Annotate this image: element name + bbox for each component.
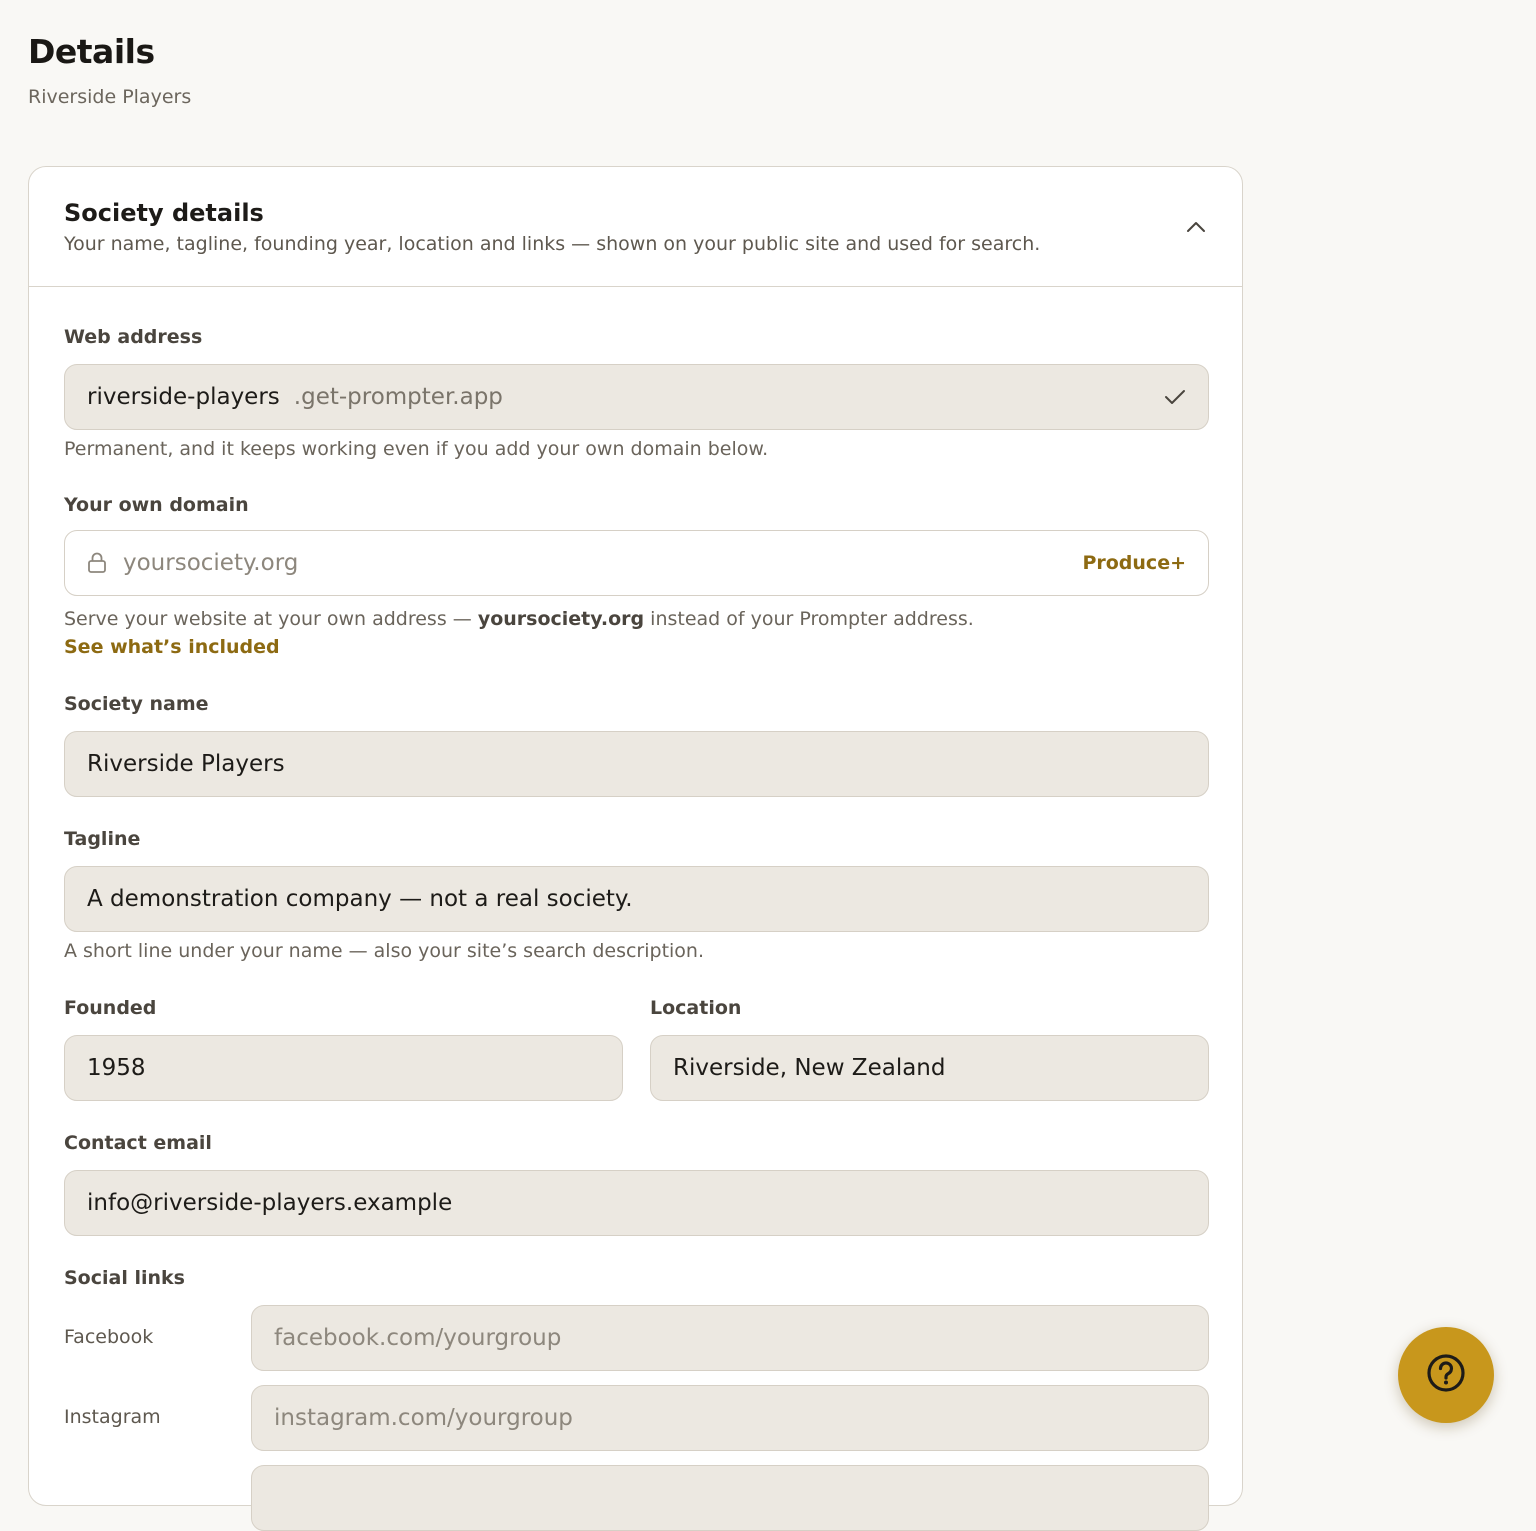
chevron-up-icon xyxy=(1186,218,1206,237)
next-social-input[interactable] xyxy=(251,1465,1209,1531)
own-domain-label: Your own domain xyxy=(64,494,249,516)
web-address-field[interactable] xyxy=(64,364,1209,430)
society-name-value: Riverside Players xyxy=(87,751,285,777)
own-domain-field[interactable] xyxy=(64,530,1209,596)
help-button[interactable] xyxy=(1398,1327,1494,1423)
own-domain-placeholder: yoursociety.org xyxy=(123,550,299,576)
society-name-label: Society name xyxy=(64,693,209,715)
own-domain-help-domain: yoursociety.org xyxy=(477,608,645,630)
location-label: Location xyxy=(650,997,742,1019)
card-description: Your name, tagline, founding year, location and links — shown on your public site and used for search. xyxy=(64,233,1041,255)
lock-icon xyxy=(87,552,107,574)
collapse-button[interactable] xyxy=(1180,211,1212,243)
check-icon xyxy=(1164,388,1186,406)
page-title: Details xyxy=(28,32,155,71)
social-links-label: Social links xyxy=(64,1267,185,1289)
web-address-label: Web address xyxy=(64,326,203,348)
tagline-input[interactable] xyxy=(64,866,1209,932)
contact-email-input[interactable] xyxy=(64,1170,1209,1236)
contact-email-value: info@riverside-players.example xyxy=(87,1190,453,1216)
facebook-placeholder: facebook.com/yourgroup xyxy=(274,1325,562,1351)
founded-input[interactable] xyxy=(64,1035,623,1101)
question-icon xyxy=(1424,1351,1468,1399)
contact-email-label: Contact email xyxy=(64,1132,212,1154)
society-name-input[interactable] xyxy=(64,731,1209,797)
own-domain-help: Serve your website at your own address — yoursociety.org instead of your Prompter address. xyxy=(64,608,974,630)
facebook-label: Facebook xyxy=(64,1326,154,1348)
location-input[interactable] xyxy=(650,1035,1209,1101)
instagram-label: Instagram xyxy=(64,1406,161,1428)
produce-plus-badge[interactable]: Produce+ xyxy=(1082,552,1186,574)
card-header[interactable] xyxy=(29,167,1242,287)
tagline-value: A demonstration company — not a real society. xyxy=(87,886,633,912)
facebook-input[interactable] xyxy=(251,1305,1209,1371)
instagram-input[interactable] xyxy=(251,1385,1209,1451)
page-subtitle: Riverside Players xyxy=(28,86,192,108)
see-whats-included-link[interactable]: See what’s included xyxy=(64,636,280,658)
tagline-label: Tagline xyxy=(64,828,141,850)
card-title: Society details xyxy=(64,199,264,227)
tagline-help: A short line under your name — also your site’s search description. xyxy=(64,940,705,962)
founded-value: 1958 xyxy=(87,1055,146,1081)
founded-label: Founded xyxy=(64,997,157,1019)
web-address-suffix: .get-prompter.app xyxy=(293,384,503,410)
society-details-card xyxy=(28,166,1243,1506)
web-address-help: Permanent, and it keeps working even if you add your own domain below. xyxy=(64,438,769,460)
web-address-value: riverside-players xyxy=(87,384,280,410)
instagram-placeholder: instagram.com/yourgroup xyxy=(274,1405,573,1431)
location-value: Riverside, New Zealand xyxy=(673,1055,946,1081)
